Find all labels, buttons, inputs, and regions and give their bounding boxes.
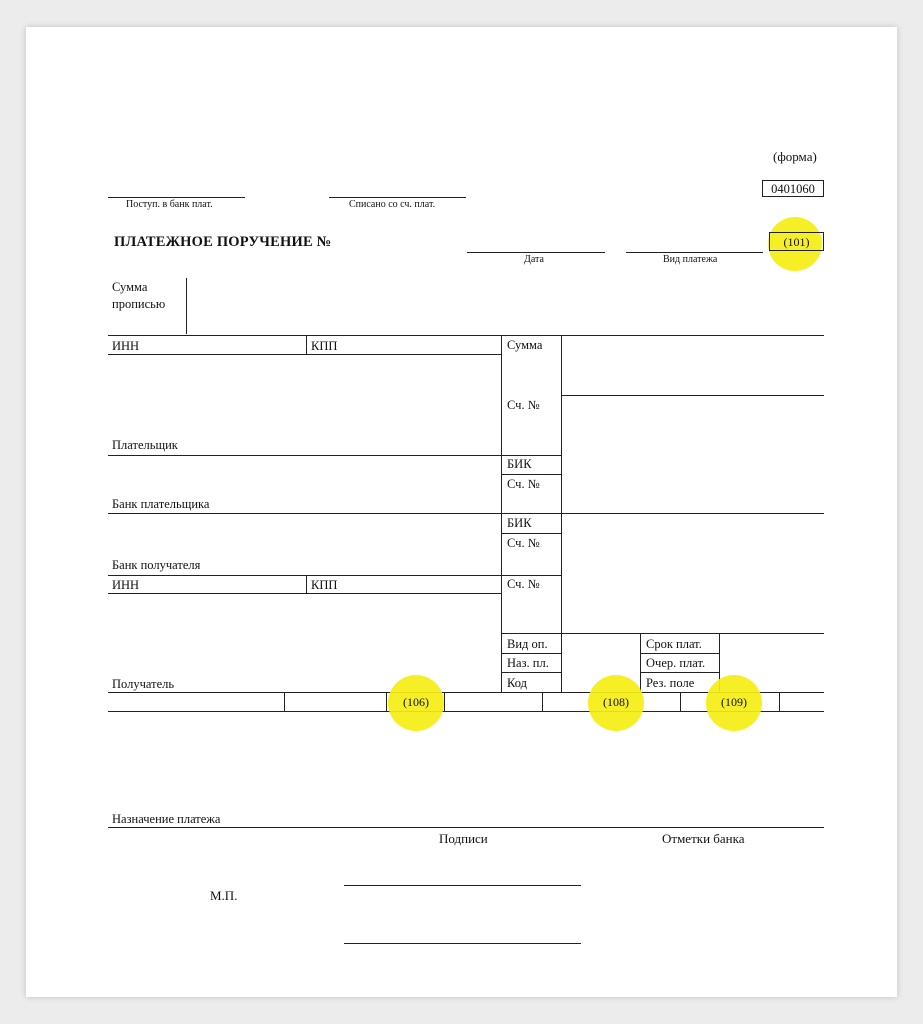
grid-line [561, 335, 562, 633]
op-type-label: Вид оп. [507, 637, 548, 651]
payer-inn-label: ИНН [112, 339, 140, 353]
date-caption: Дата [524, 254, 544, 265]
form-code-box: 0401060 [762, 180, 824, 197]
grid-line [501, 474, 562, 475]
bank-marks-label: Отметки банка [662, 831, 745, 846]
field-106-label: (106) [403, 695, 429, 709]
recipient-label: Получатель [112, 677, 175, 691]
debited-line [329, 197, 466, 198]
received-caption: Поступ. в банк плат. [126, 199, 213, 210]
grid-line [306, 335, 307, 355]
tax-row-divider [542, 692, 543, 712]
grid-line [501, 653, 562, 654]
payment-order-form [26, 27, 897, 997]
purpose-line [108, 827, 824, 828]
grid-line [108, 354, 501, 355]
field-108-label: (108) [603, 695, 629, 709]
payment-kind-line [626, 252, 763, 253]
tax-row-divider [284, 692, 285, 712]
pay-order-label: Очер. плат. [646, 656, 706, 670]
grid-line [501, 533, 562, 534]
grid-line [501, 335, 502, 692]
recipient-bik-label: БИК [507, 516, 532, 530]
amount-label: Сумма [507, 338, 543, 352]
recipient-account-label: Сч. № [507, 577, 540, 591]
tax-row-divider [680, 692, 681, 712]
grid-line [561, 395, 824, 396]
payer-bank-account-label: Сч. № [507, 477, 540, 491]
recipient-bank-account-label: Сч. № [507, 536, 540, 550]
code-label: Код [507, 676, 527, 690]
purpose-code-label: Наз. пл. [507, 656, 549, 670]
payer-bik-label: БИК [507, 457, 532, 471]
grid-line [501, 633, 824, 634]
document-title: ПЛАТЕЖНОЕ ПОРУЧЕНИЕ № [114, 234, 332, 250]
date-line [467, 252, 605, 253]
grid-line [501, 672, 562, 673]
grid-line [640, 653, 720, 654]
amount-words-label-1: Сумма [112, 280, 148, 294]
payer-kpp-label: КПП [311, 339, 338, 353]
pay-term-label: Срок плат. [646, 637, 702, 651]
stamp-label: М.П. [210, 888, 238, 903]
grid-line [640, 633, 641, 692]
grid-line [108, 455, 562, 456]
payer-label: Плательщик [112, 438, 178, 452]
signatures-label: Подписи [439, 831, 488, 846]
grid-line [561, 633, 562, 692]
recipient-inn-label: ИНН [112, 578, 140, 592]
signature-line-1 [344, 885, 581, 886]
reserve-field-label: Рез. поле [646, 676, 695, 690]
grid-line [306, 575, 307, 594]
amount-words-divider [186, 278, 187, 334]
signature-line-2 [344, 943, 581, 944]
tax-row-divider [386, 692, 387, 712]
form-label: (форма) [773, 149, 817, 164]
grid-line [108, 335, 824, 336]
debited-caption: Списано со сч. плат. [349, 199, 436, 210]
grid-line [108, 593, 501, 594]
grid-line [640, 672, 720, 673]
recipient-kpp-label: КПП [311, 578, 338, 592]
amount-words-label-2: прописью [112, 297, 166, 311]
grid-line [108, 575, 562, 576]
field-101-label: (101) [783, 235, 810, 249]
payer-bank-label: Банк плательщика [112, 497, 210, 511]
payment-kind-caption: Вид платежа [663, 254, 718, 265]
payer-account-label: Сч. № [507, 398, 540, 412]
tax-row-divider [779, 692, 780, 712]
recipient-bank-label: Банк получателя [112, 558, 201, 572]
payment-purpose-label: Назначение платежа [112, 812, 221, 826]
received-line [108, 197, 245, 198]
grid-line [108, 513, 824, 514]
tax-row-divider [444, 692, 445, 712]
field-109-label: (109) [721, 695, 747, 709]
